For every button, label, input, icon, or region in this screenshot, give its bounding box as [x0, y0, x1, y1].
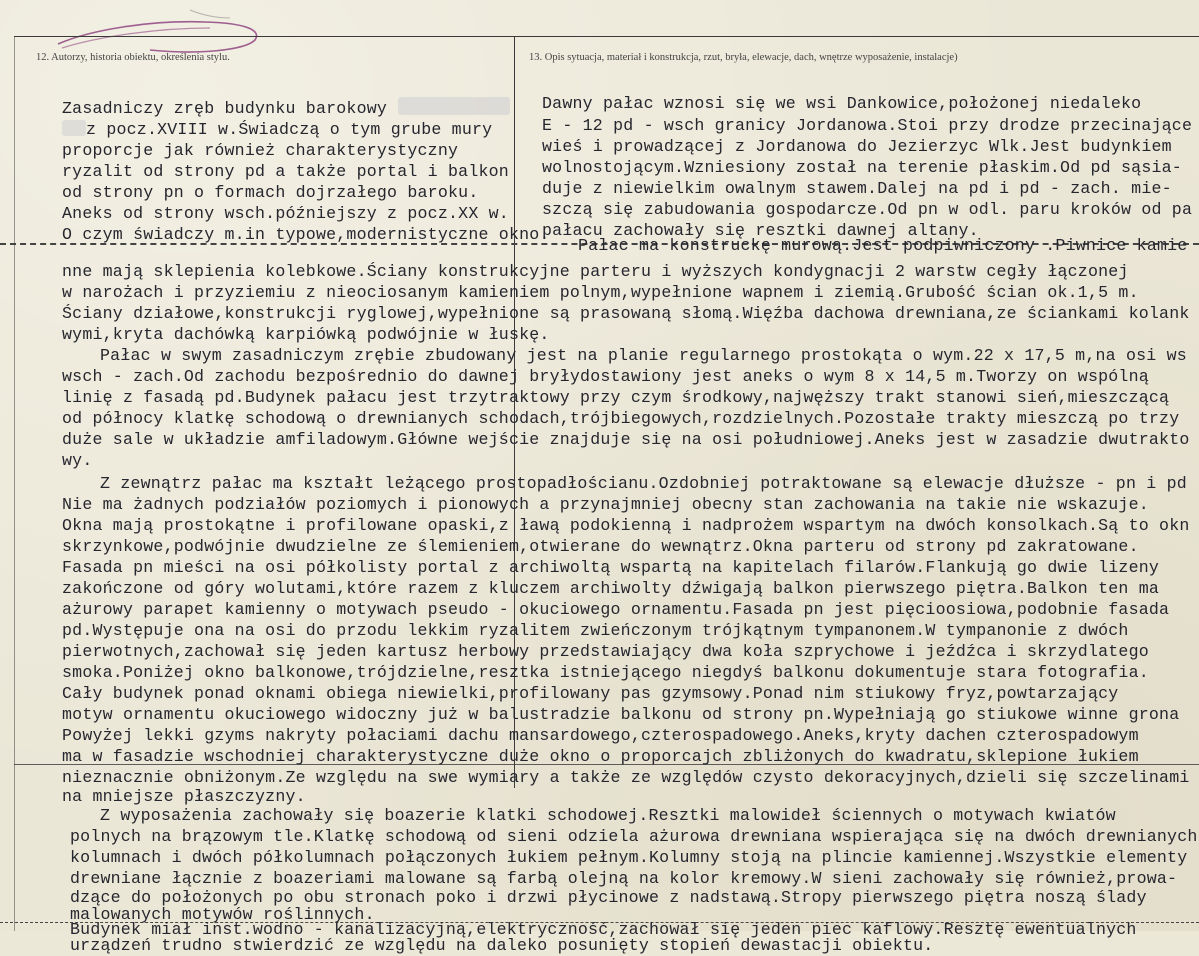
- text-line: na mniejsze płaszczyzny.: [62, 787, 306, 806]
- text-line: Ściany działowe,konstrukcji ryglowej,wypełnione są prasowaną słomą.Więźba dachowa drewniana,ze ściankami kolank: [62, 304, 1190, 323]
- text-line: Powyżej lekki gzyms nakryty połaciami dachu mansardowego,czterospadowego.Aneks,kryty dachen czterospadowym: [62, 726, 1139, 745]
- text-line: nieznacznie obniżonym.Ze względu na swe wymiary a także ze względów czysto dekoracyjnych,dzieli się szczelinami: [62, 768, 1190, 787]
- text-line: urządzeń trudno stwierdzić ze względu na daleko posunięty stopień dewastacji obiektu.: [70, 936, 934, 955]
- text-line: ryzalit od strony pd a także portal i balkon: [62, 162, 509, 181]
- text-line: zakończone od góry wolutami,które razem z kluczem archiwolty dźwigają balkon pierwszego piętra.Balkon ten ma: [62, 579, 1160, 598]
- text-line: wymi,kryta dachówką karpiówką podwójnie w łuskę.: [62, 325, 550, 344]
- text-line: pałacu zachowały się resztki dawnej altany.: [542, 221, 979, 240]
- text-line: malowanych motywów roślinnych.: [70, 905, 375, 924]
- text-line: z pocz.XVIII w.Świadczą o tym grube mury: [86, 120, 493, 139]
- text-line: Fasada pn mieści na osi półkolisty portal z archiwoltą wspartą na kapitelach filarów.Flankują go dwie lizeny: [62, 558, 1160, 577]
- text-line: od północy klatkę schodową o drewnianych schodach,trójbiegowych,rozdzielnych.Pozostałe trakty mieszczą po trzy: [62, 409, 1180, 428]
- text-line: Dawny pałac wznosi się we wsi Dankowice,położonej niedaleko: [542, 94, 1142, 113]
- text-line: Aneks od strony wsch.późniejszy z pocz.XX w.: [62, 204, 509, 223]
- redaction-smudge: [398, 97, 510, 115]
- text-line: ma w fasadzie wschodniej charakterystyczne duże okno o proporcajch zbliżonych do kwadratu,sklepione łukiem: [62, 747, 1139, 766]
- text-line: od strony pn o formach dojrzałego baroku.: [62, 183, 479, 202]
- text-line: Pałac ma konstruckę murową.Jest podpiwniczony .Piwnice kamie: [578, 236, 1188, 255]
- text-line: Z zewnątrz pałac ma kształt leżącego prostopadłościanu.Ozdobniej potraktowane są elewacje dłuższe - pn i pd: [100, 474, 1187, 493]
- pen-scribble-mark: [0, 0, 300, 60]
- text-line: proporcje jak również charakterystyczny: [62, 141, 459, 160]
- text-line: Z wyposażenia zachowały się boazerie klatki schodowej.Resztki malowideł ściennych o motywach kwiatów: [100, 806, 1116, 825]
- left-margin-rule: [14, 36, 15, 931]
- text-line: Okna mają prostokątne i profilowane opaski,z ławą podokienną i nadprożem wspartym na dwóch konsolkach.Są to okn: [62, 516, 1190, 535]
- text-line: Budynek miał inst.wodno - kanalizacyjną,elektryczność,zachował się jeden piec kaflowy.Resztę ewentualnych: [70, 920, 1137, 939]
- text-line: motyw ornamentu okuciowego widoczny już w balustradzie balkonu od strony pn.Wypełniają go stiukowe winne grona: [62, 705, 1180, 724]
- text-line: wieś i prowadzącej z Jordanowa do Jezierzyc Wlk.Jest budynkiem: [542, 137, 1172, 156]
- header-right-label: 13. Opis sytuacja, materiał i konstrukcja, rzut, bryła, elewacje, dach, wnętrze wyposażenie, instalacje): [529, 52, 958, 63]
- text-line: linię z fasadą pd.Budynek pałacu jest trzytraktowy przy czym środkowy,najwęższy trakt stanowi sień,mieszczącą: [62, 388, 1170, 407]
- redaction-smudge: [62, 120, 86, 136]
- text-line: smoka.Poniżej okno balkonowe,trójdzielne,resztka istniejącego niegdyś balkonu dokumentuje stara fotografia.: [62, 663, 1149, 682]
- text-line: E - 12 pd - wsch granicy Jordanowa.Stoi przy drodze przecinające: [542, 116, 1193, 135]
- text-line: szczą się zabudowania gospodarcze.Od pn w odl. paru kroków od pa: [542, 200, 1193, 219]
- header-left-label: 12. Autorzy, historia obiektu, określenia stylu.: [36, 52, 230, 63]
- text-line: O czym świadczy m.in typowe,modernistyczne okno.: [62, 225, 550, 244]
- text-line: dzące do położonych po obu stronach poko i drzwi płycinowe z nadstawą.Stropy pierwszego piętra noszą ślady: [70, 888, 1147, 907]
- text-line: skrzynkowe,podwójnie dwudzielne ze ślemieniem,otwierane do wewnątrz.Okna parteru od strony pd zakratowane.: [62, 537, 1139, 556]
- text-line: wsch - zach.Od zachodu bezpośrednio do dawnej bryłydostawiony jest aneks o wym 8 x 14,5 m.Tworzy on wspólną: [62, 367, 1149, 386]
- text-line: duje z niewielkim owalnym stawem.Dalej na pd i pd - zach. mie-: [542, 179, 1172, 198]
- text-line: w narożach i przyziemiu z nieociosanym kamieniem polnym,wypełnione wapnem i ziemią.Grubość ścian ok.1,5 m.: [62, 283, 1139, 302]
- top-rule: [14, 36, 1199, 37]
- text-line: Zasadniczy zręb budynku barokowy: [62, 99, 388, 118]
- text-line: nne mają sklepienia kolebkowe.Ściany konstrukcyjne parteru i wyższych kondygnacji 2 warstw cegły łączonej: [62, 262, 1129, 281]
- text-line: wolnostojącym.Wzniesiony został na terenie płaskim.Od pd sąsia-: [542, 158, 1182, 177]
- text-line: duże sale w układzie amfiladowym.Główne wejście znajduje się na osi południowej.Aneks jest w zasadzie dwutrakto: [62, 430, 1190, 449]
- text-line: wy.: [62, 451, 93, 470]
- text-line: Nie ma żadnych podziałów poziomych i pionowych a przynajmniej obecny stan zachowania na takie nie wskazuje.: [62, 495, 1149, 514]
- text-line: Cały budynek ponad oknami obiega niewielki,profilowany pas gzymsowy.Ponad nim stiukowy fryz,powtarzający: [62, 684, 1119, 703]
- text-line: Pałac w swym zasadniczym zrębie zbudowany jest na planie regularnego prostokąta o wym.22 x 17,5 m,na osi ws: [100, 346, 1187, 365]
- text-line: pd.Występuje ona na osi do przodu lekkim ryzalitem zwieńczonym trójkątnym tympanonem.W tympanonie z dwóch: [62, 621, 1129, 640]
- text-line: kolumnach i dwóch półkolumnach połączonych łukiem pełnym.Kolumny stoją na plincie kamiennej.Wszystkie elementy: [70, 848, 1188, 867]
- text-line: drewniane łącznie z boazeriami malowane są farbą olejną na kolor kremowy.W sieni zachowały się również,prowa-: [70, 869, 1178, 888]
- text-line: polnych na brązowym tle.Klatkę schodową od sieni odziela ażurowa drewniana wspierająca się na dwóch drewnianych: [70, 827, 1198, 846]
- text-line: ażurowy parapet kamienny o motywach pseudo - okuciowego ornamentu.Fasada pn jest pięcioosiowa,podobnie fasada: [62, 600, 1170, 619]
- text-line: pierwotnych,zachował się jeden kartusz herbowy przedstawiający dwa koła szprychowe i jeźdźca i skrzydlatego: [62, 642, 1149, 661]
